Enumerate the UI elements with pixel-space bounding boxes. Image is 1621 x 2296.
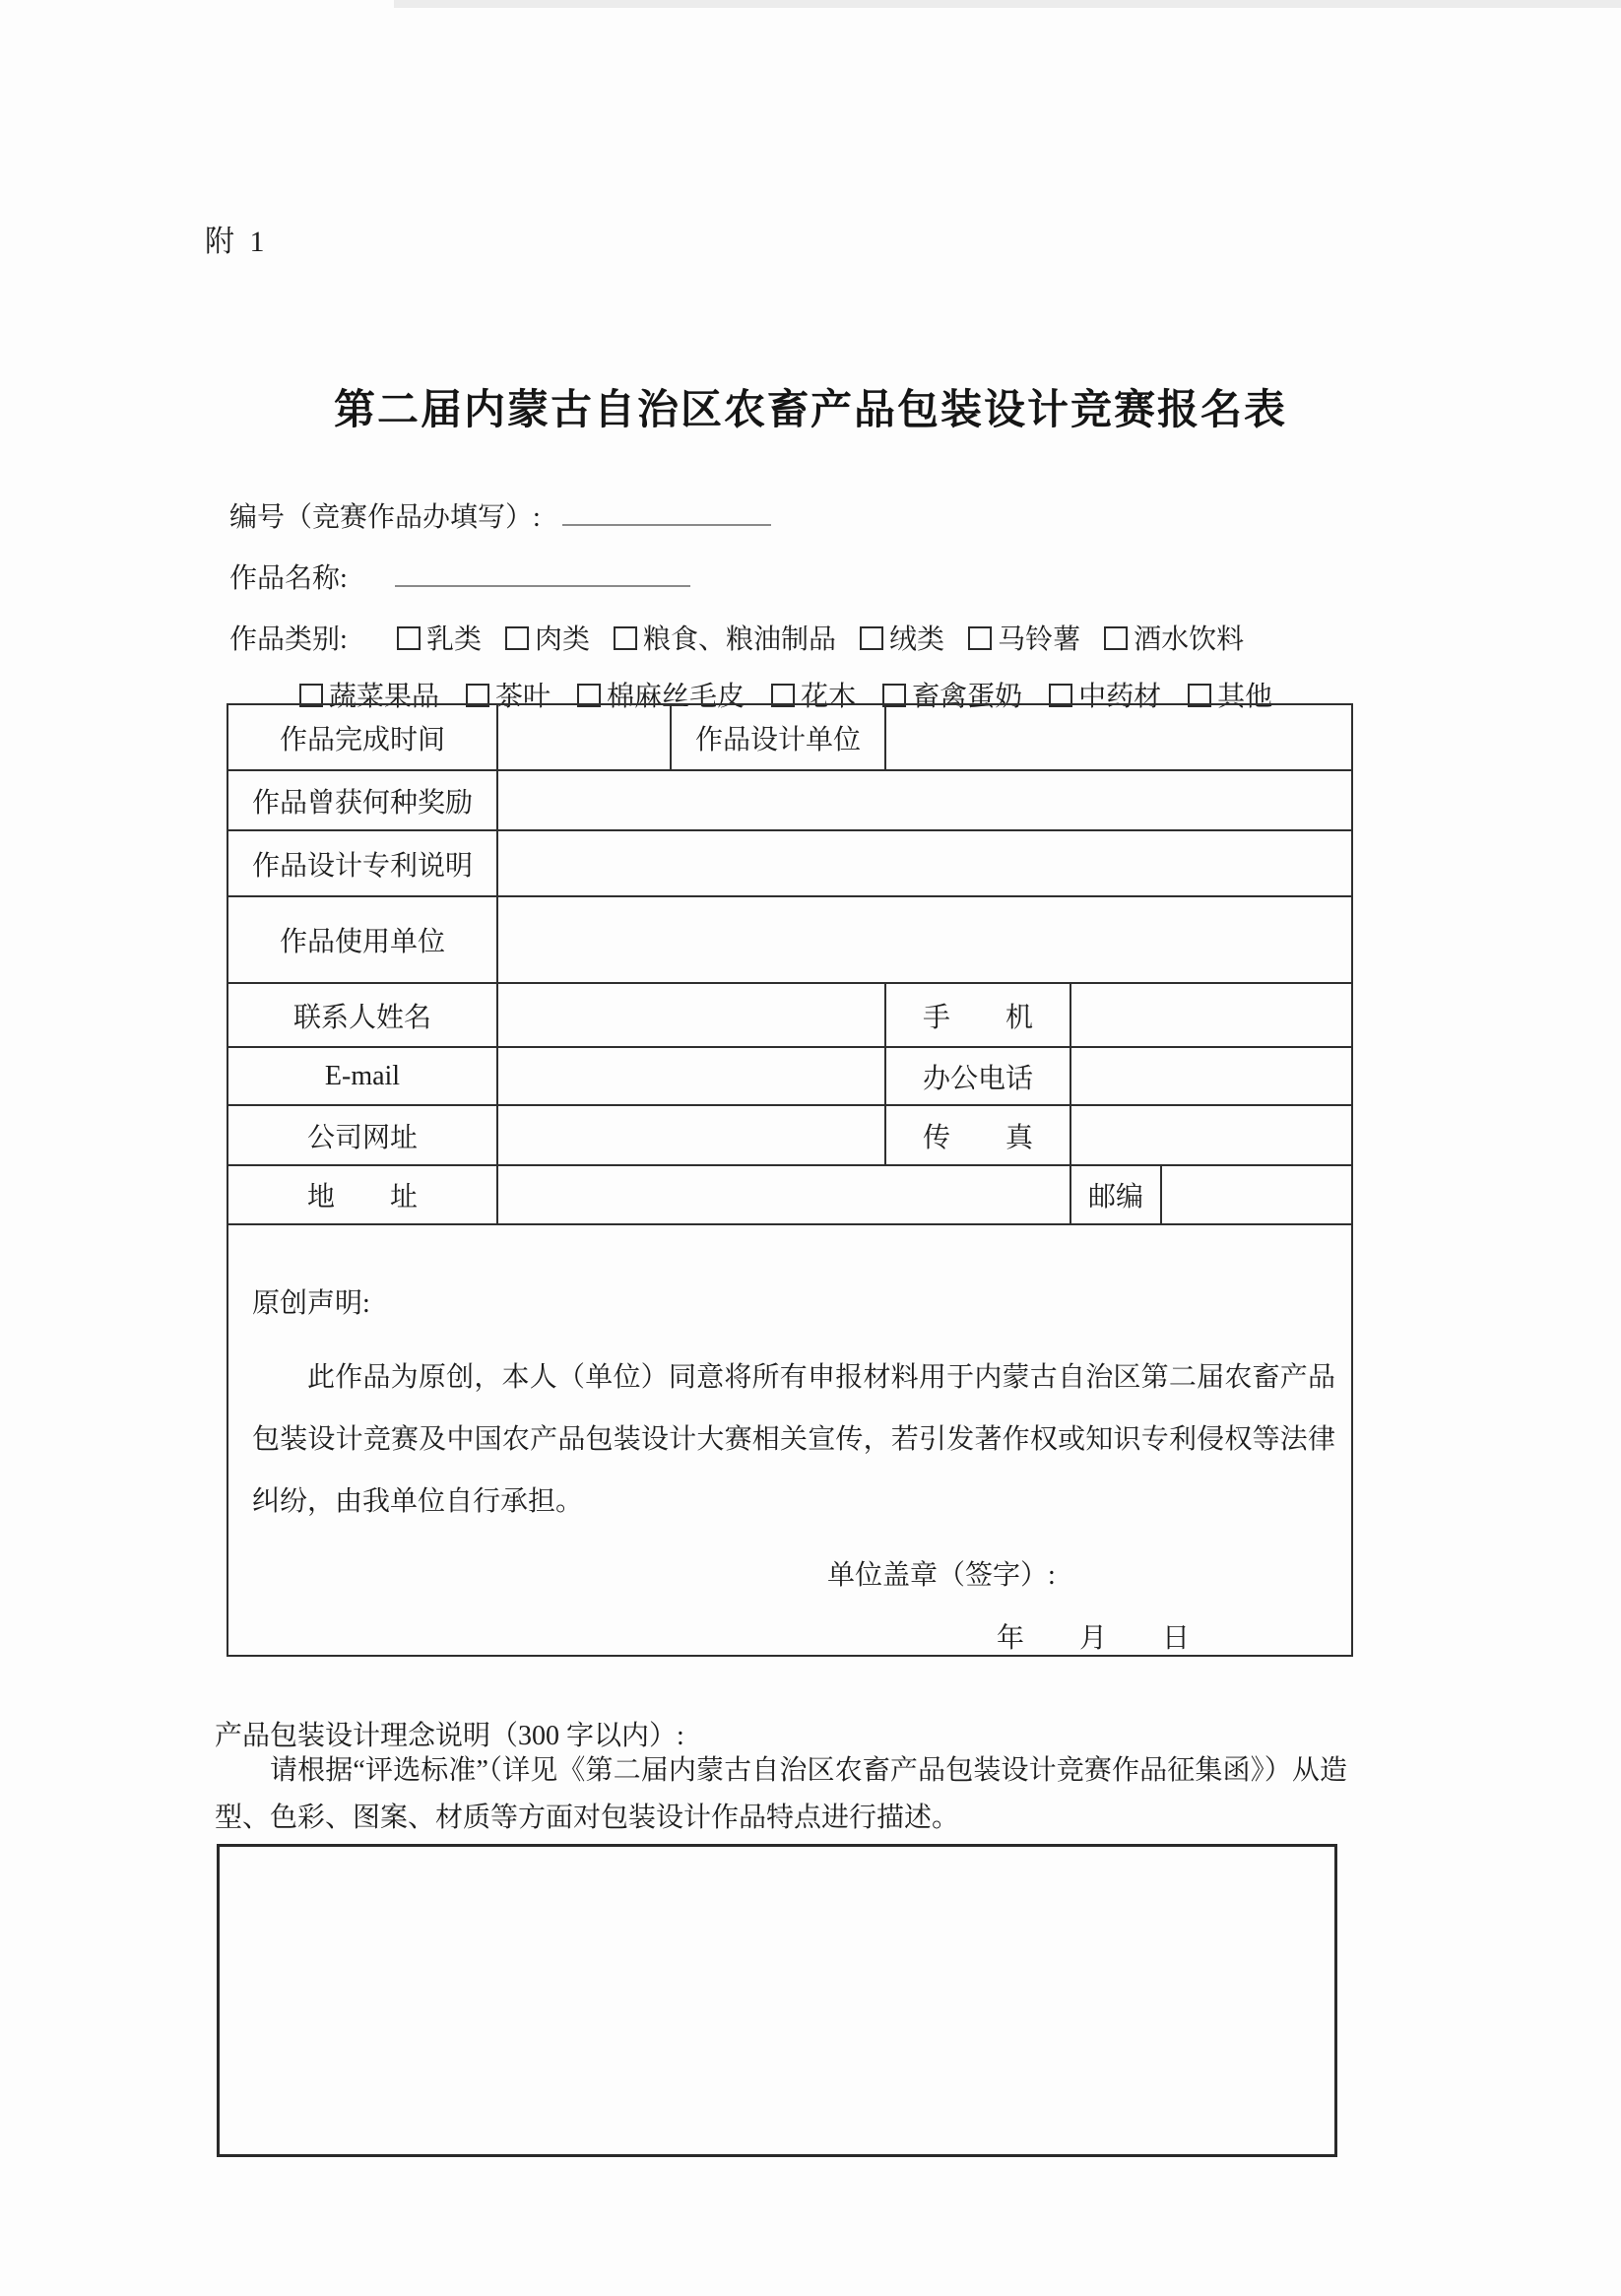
concept-input-box[interactable] [217, 1844, 1337, 2157]
category-label: 作品类别: [229, 624, 348, 655]
category-item-beverage [1104, 618, 1244, 657]
fax-label: 传 真 [885, 1105, 1070, 1165]
category-item-meat [505, 618, 590, 657]
category-item-label: 马铃薯 [998, 624, 1081, 655]
design-unit-label: 作品设计单位 [671, 704, 885, 770]
category-item-label: 畜禽蛋奶 [912, 682, 1023, 712]
address-input[interactable] [497, 1165, 1070, 1224]
completion-time-input[interactable] [497, 704, 671, 770]
table-row [227, 1047, 1352, 1105]
contact-name-label: 联系人姓名 [227, 983, 497, 1047]
declaration-cell [227, 1224, 1352, 1656]
concept-heading: 产品包装设计理念说明（300 字以内）: [215, 1721, 684, 1751]
checkbox-cashmere[interactable] [860, 626, 883, 650]
checkbox-meat[interactable] [505, 626, 529, 650]
table-row [227, 830, 1352, 896]
table-row [227, 896, 1352, 983]
office-phone-label: 办公电话 [885, 1047, 1070, 1105]
attachment-label: 附 1 [205, 226, 269, 258]
checkbox-potato[interactable] [968, 626, 992, 650]
category-item-label: 茶叶 [495, 682, 551, 712]
work-name-label: 作品名称: [229, 563, 348, 594]
declaration-row [227, 1224, 1352, 1656]
awards-input[interactable] [497, 770, 1352, 830]
postcode-input[interactable] [1161, 1165, 1352, 1224]
address-label: 地 址 [227, 1165, 497, 1224]
category-item-label: 粮食、粮油制品 [643, 624, 837, 655]
postcode-label: 邮编 [1070, 1165, 1161, 1224]
work-number-label: 编号（竞赛作品办填写）: [229, 502, 541, 533]
completion-time-label: 作品完成时间 [227, 704, 497, 770]
registration-table [227, 703, 1353, 1657]
mobile-label: 手 机 [885, 983, 1070, 1047]
work-name-row [229, 557, 690, 596]
scan-artifact-top [394, 0, 1621, 8]
category-item-label: 棉麻丝毛皮 [607, 682, 746, 712]
awards-label: 作品曾获何种奖励 [227, 770, 497, 830]
table-row [227, 983, 1352, 1047]
category-item-label: 肉类 [535, 624, 591, 655]
date-label: 年 月 日 [997, 1623, 1191, 1654]
category-item-label: 绒类 [889, 624, 945, 655]
work-name-blank[interactable] [395, 563, 690, 587]
seal-signature-label: 单位盖章（签字）: [827, 1560, 1056, 1591]
patent-input[interactable] [497, 830, 1352, 896]
work-number-row [229, 495, 771, 535]
category-item-label: 中药材 [1078, 682, 1162, 712]
office-phone-input[interactable] [1070, 1047, 1352, 1105]
category-item-dairy [397, 618, 482, 657]
table-row [227, 704, 1352, 770]
category-item-label: 蔬菜果品 [329, 682, 440, 712]
patent-label: 作品设计专利说明 [227, 830, 497, 896]
category-item-label: 其他 [1217, 682, 1273, 712]
email-input[interactable] [497, 1047, 885, 1105]
category-item-label: 花木 [801, 682, 857, 712]
user-unit-input[interactable] [497, 896, 1352, 983]
email-label: E-mail [227, 1047, 497, 1105]
design-unit-input[interactable] [885, 704, 1352, 770]
category-row-1 [229, 618, 1267, 657]
category-item-cashmere [860, 618, 944, 657]
declaration-content [236, 1226, 1343, 1654]
user-unit-label: 作品使用单位 [227, 896, 497, 983]
website-input[interactable] [497, 1105, 885, 1165]
checkbox-dairy[interactable] [397, 626, 421, 650]
category-item-grain [614, 618, 836, 657]
website-label: 公司网址 [227, 1105, 497, 1165]
table-row [227, 1165, 1352, 1224]
declaration-heading: 原创声明: [252, 1288, 370, 1319]
contact-name-input[interactable] [497, 983, 885, 1047]
fax-input[interactable] [1070, 1105, 1352, 1165]
form-title: 第二届内蒙古自治区农畜产品包装设计竞赛报名表 [333, 388, 1287, 433]
declaration-body: 此作品为原创，本人（单位）同意将所有申报材料用于内蒙古自治区第二届农畜产品包装设计竞赛及中国农产品包装设计大赛相关宣传，若引发著作权或知识专利侵权等法律纠纷，由我单位自行承担。 [252, 1362, 1335, 1517]
table-row [227, 1105, 1352, 1165]
work-number-blank[interactable] [562, 502, 771, 526]
category-item-label: 乳类 [426, 624, 483, 655]
table-row [227, 770, 1352, 830]
checkbox-grain[interactable] [614, 626, 637, 650]
category-item-label: 酒水饮料 [1134, 624, 1245, 655]
concept-instructions: 请根据“评选标准”（详见《第二届内蒙古自治区农畜产品包装设计竞赛作品征集函》）从造型、色彩、图案、材质等方面对包装设计作品特点进行描述。 [215, 1755, 1347, 1833]
mobile-input[interactable] [1070, 983, 1352, 1047]
checkbox-beverage[interactable] [1104, 626, 1128, 650]
category-item-potato [968, 618, 1080, 657]
